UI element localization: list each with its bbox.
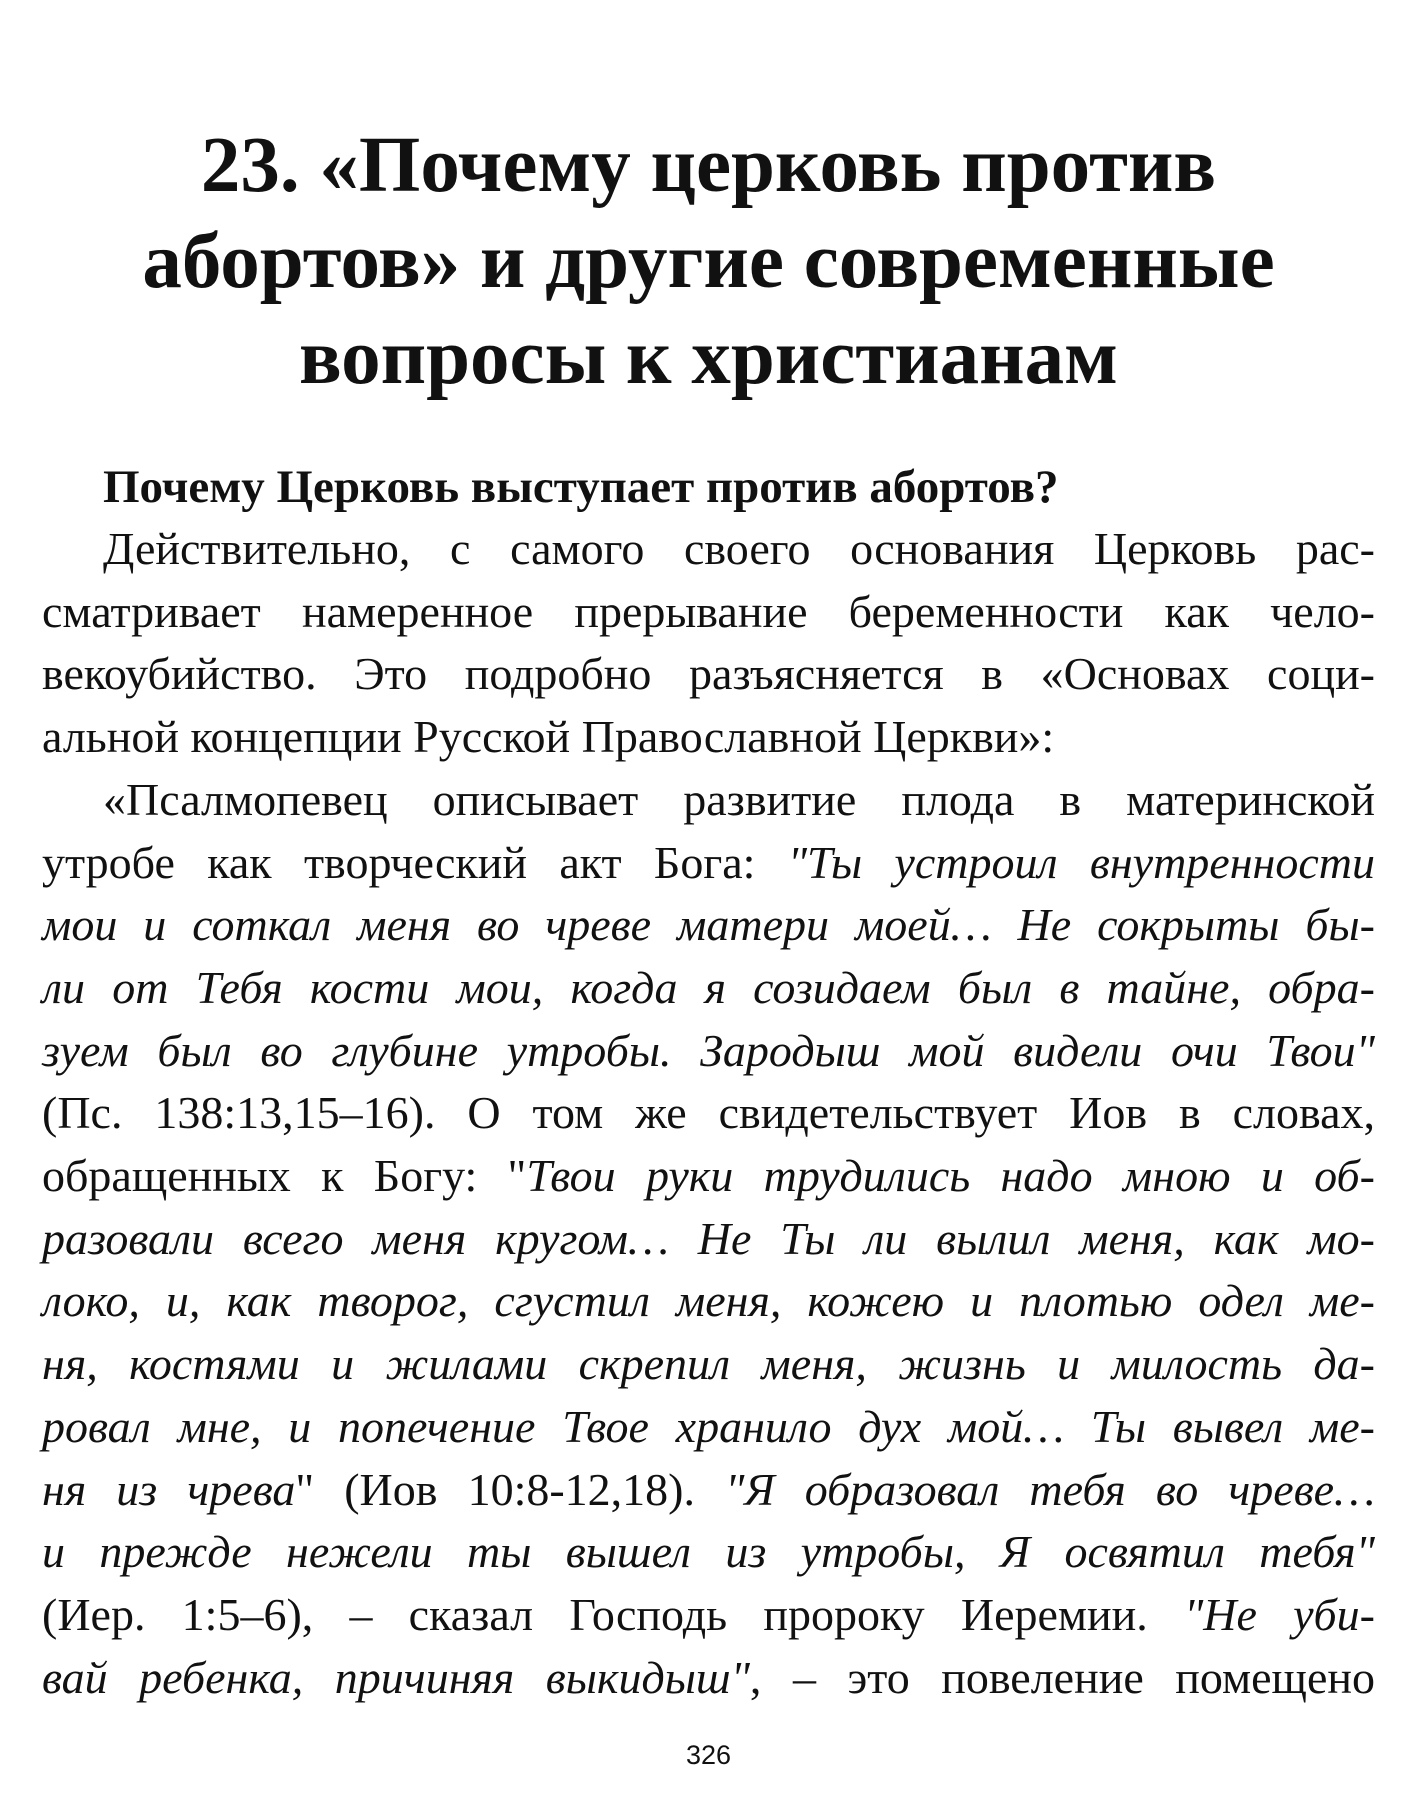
quote-line-2 — [42, 832, 1375, 895]
quote-line-7-scripture: Твои руки трудились надо мною и об- — [526, 1150, 1375, 1202]
quote-line-9: локо, и, как творог, сгустил меня, кожею и плотью одел ме- — [42, 1275, 1375, 1327]
quote-line-3: мои и соткал меня во чреве матери моей… Не сокрыты бы- — [42, 899, 1375, 951]
quote-line-11: ровал мне, и попечение Твое хранило дух мой… Ты вывел ме- — [42, 1400, 1375, 1452]
chapter-title-line-2: абортов» и другие современные — [142, 218, 1275, 305]
quote-line-2-text: утробе как творческий акт Бога: — [42, 836, 788, 888]
paragraph-intro-line-4: альной концепции Русской Православной Церкви»: — [42, 711, 1055, 763]
quote-line-15 — [42, 1647, 1375, 1710]
quote-line-5: зуем был во глубине утробы. Зародыш мой видели очи Твои" — [42, 1024, 1375, 1076]
quote-line-13: и прежде нежели ты вышел из утробы, Я освятил тебя" — [42, 1526, 1375, 1578]
quote-line-15-text: , – это повеление помещено — [749, 1651, 1375, 1703]
quote-line-1: «Псалмопевец описывает развитие плода в материнской — [103, 773, 1375, 825]
quote-line-2-scripture: "Ты устроил внутренности — [787, 836, 1375, 888]
quote-line-4: ли от Тебя кости мои, когда я созидаем был в тайне, обра- — [42, 961, 1375, 1013]
paragraph-intro-line-2: сматривает намеренное прерывание беременности как чело- — [42, 585, 1375, 637]
quote-line-7 — [42, 1145, 1375, 1208]
quote-line-10: ня, костями и жилами скрепил меня, жизнь и милость да- — [42, 1338, 1375, 1390]
quote-line-8: разовали всего меня кругом… Не Ты ли вылил меня, как мо- — [42, 1212, 1375, 1264]
page-number: 326 — [685, 1740, 732, 1770]
quote-line-12-scripture-2: "Я образовал тебя во чреве… — [725, 1463, 1376, 1515]
quote-line-12-reference: " (Иов 10:8-12,18). — [295, 1463, 726, 1515]
chapter-title-line-1: 23. «Почему церковь против — [200, 122, 1217, 209]
quote-line-14 — [42, 1584, 1375, 1647]
chapter-title-line-3: вопросы к христианам — [298, 314, 1118, 401]
quote-line-7-text: обращенных к Богу: " — [42, 1150, 527, 1202]
paragraph-intro — [42, 518, 1375, 769]
quote-line-15-scripture: вай ребенка, причиняя выкидыш" — [42, 1651, 750, 1703]
section-question: Почему Церковь выступает против абортов? — [103, 461, 1059, 513]
chapter-title — [42, 0, 1375, 406]
quote-line-14-scripture: "Не уби- — [1183, 1588, 1375, 1640]
paragraph-intro-line-3: векоубийство. Это подробно разъясняется в «Основах соци- — [42, 648, 1375, 700]
quote-line-12 — [42, 1459, 1375, 1522]
quote-line-14-text: (Иер. 1:5–6), – сказал Господь пророку Иеремии. — [42, 1588, 1184, 1640]
quote-line-6: (Пс. 138:13,15–16). О том же свидетельствует Иов в словах, — [42, 1087, 1375, 1139]
paragraph-quote — [42, 769, 1375, 1710]
paragraph-intro-line-1: Действительно, с самого своего основания Церковь рас- — [103, 523, 1375, 574]
quote-line-12-scripture: ня из чрева — [42, 1463, 296, 1515]
